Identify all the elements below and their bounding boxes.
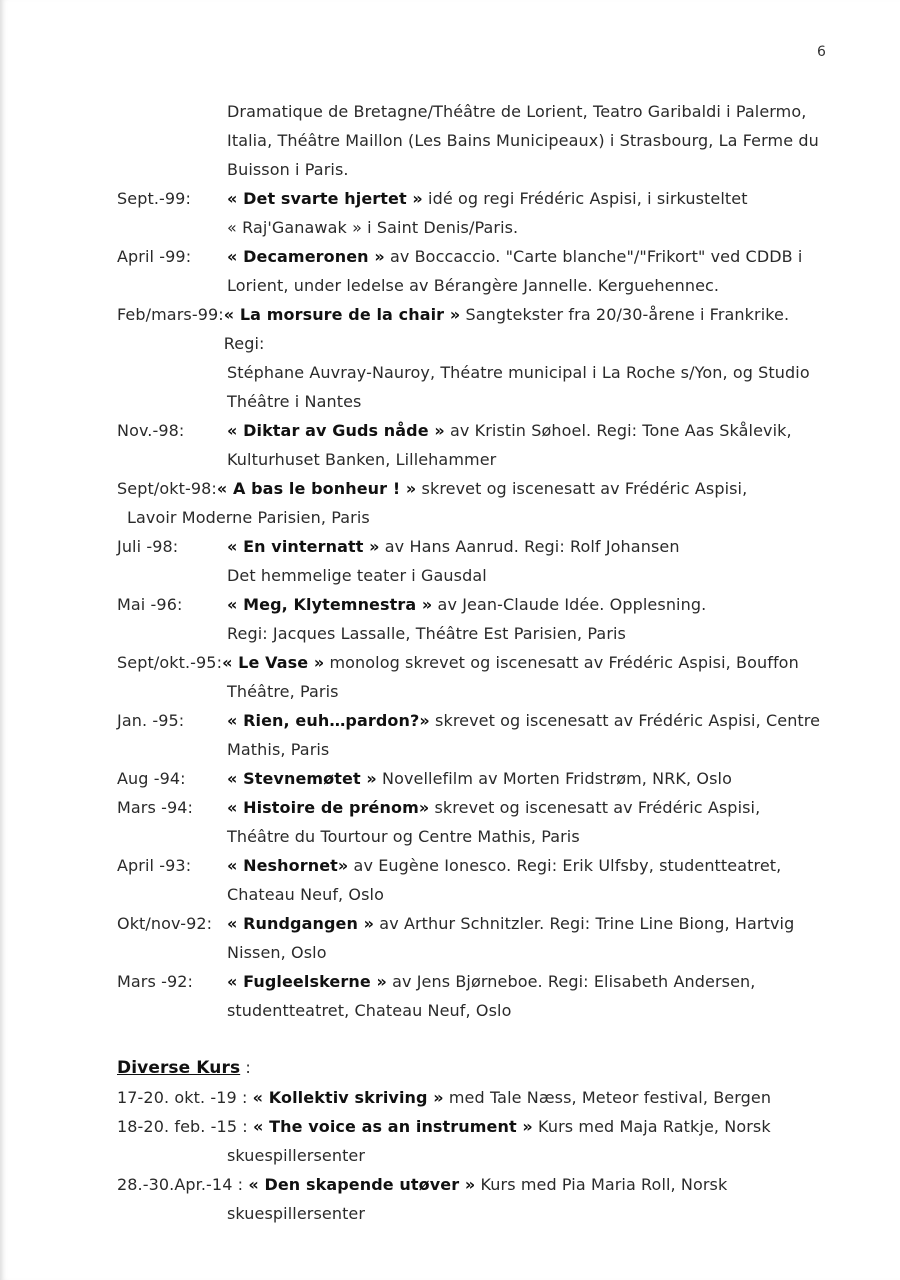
entry-details: monolog skrevet og iscenesatt av Frédéric Aspisi, Bouffon [324, 653, 799, 672]
section-heading-text: Diverse Kurs [117, 1058, 241, 1078]
entry-title: « Histoire de prénom» [227, 798, 430, 817]
entry-date: Juli -98: [117, 537, 179, 556]
entry-text [222, 648, 827, 677]
entry-continuation: Lorient, under ledelse av Bérangère Jannelle. Kerguehennec. [227, 276, 720, 295]
entry-first-line [117, 648, 827, 677]
entry-title: « Decameronen » [227, 247, 385, 266]
entry-text [227, 764, 827, 793]
entry-date: Feb/mars-99: [117, 305, 224, 324]
entry-title: « Meg, Klytemnestra » [227, 595, 433, 614]
entry-date: Nov.-98: [117, 421, 185, 440]
course-date: 17-20. okt. -19 : [117, 1088, 253, 1107]
entry-continuation: « Raj'Ganawak » i Saint Denis/Paris. [227, 218, 519, 237]
course-entry [117, 1170, 827, 1228]
entry-first-line [117, 300, 827, 358]
entry-details: av Kristin Søhoel. Regi: Tone Aas Skålevik, [444, 421, 792, 440]
entry-first-line [117, 590, 827, 619]
entry-text [227, 909, 827, 938]
entry-date: April -99: [117, 247, 192, 266]
course-details: Kurs med Maja Ratkje, Norsk [532, 1117, 771, 1136]
entry-title: « La morsure de la chair » [223, 305, 461, 324]
entry-first-line [117, 532, 827, 561]
intro-line: Italia, Théâtre Maillon (Les Bains Municipeaux) i Strasbourg, La Ferme du [227, 131, 819, 150]
course-title: « The voice as an instrument » [252, 1117, 533, 1136]
course-entry [117, 1112, 827, 1170]
entry-text [227, 967, 827, 996]
production-entry [117, 416, 827, 474]
entry-details: av Arthur Schnitzler. Regi: Trine Line Biong, Hartvig [374, 914, 795, 933]
course-details: med Tale Næss, Meteor festival, Bergen [443, 1088, 772, 1107]
entry-details: av Hans Aanrud. Regi: Rolf Johansen [379, 537, 680, 556]
course-list [117, 1083, 827, 1228]
entry-first-line [117, 793, 827, 822]
section-heading-suffix: : [240, 1058, 251, 1077]
production-entry [117, 793, 827, 851]
entry-title: « En vinternatt » [227, 537, 380, 556]
entry-date: April -93: [117, 856, 192, 875]
entry-date: Sept/okt-98: [117, 479, 217, 498]
entry-continuation: Théâtre, Paris [227, 682, 339, 701]
entry-first-line [117, 764, 827, 793]
entry-details: skrevet og iscenesatt av Frédéric Aspisi, Centre [429, 711, 821, 730]
entry-first-line [117, 967, 827, 996]
entry-text [227, 590, 827, 619]
entry-title: « Diktar av Guds nåde » [227, 421, 445, 440]
entry-first-line [117, 909, 827, 938]
entry-details: Sangtekster fra 20/30-årene i Frankrike. Regi: [223, 305, 790, 353]
entry-continuation: Chateau Neuf, Oslo [227, 885, 384, 904]
intro-block [117, 97, 827, 184]
entry-details: av Jens Bjørneboe. Regi: Elisabeth Andersen, [386, 972, 756, 991]
entry-first-line [117, 474, 827, 503]
entry-title: « Fugleelskerne » [227, 972, 387, 991]
entry-text [224, 300, 827, 358]
course-title: « Kollektiv skriving » [252, 1088, 444, 1107]
production-entry [117, 648, 827, 706]
entry-text [227, 793, 827, 822]
section-heading [117, 1053, 827, 1083]
entry-details: av Jean-Claude Idée. Opplesning. [432, 595, 707, 614]
entry-text [227, 184, 827, 213]
entry-details: av Boccaccio. "Carte blanche"/"Frikort" ved CDDB i [384, 247, 803, 266]
entry-details: Novellefilm av Morten Fridstrøm, NRK, Oslo [376, 769, 732, 788]
entry-date: Mai -96: [117, 595, 183, 614]
entry-date: Sept.-99: [117, 189, 191, 208]
production-entry [117, 532, 827, 590]
production-entry [117, 300, 827, 416]
production-entry [117, 706, 827, 764]
entry-title: « Rien, euh…pardon?» [227, 711, 430, 730]
entry-date: Mars -92: [117, 972, 194, 991]
entry-continuation: Regi: Jacques Lassalle, Théâtre Est Parisien, Paris [227, 624, 626, 643]
entry-first-line [117, 242, 827, 271]
entry-details: av Eugène Ionesco. Regi: Erik Ulfsby, studentteatret, [348, 856, 782, 875]
production-entry [117, 967, 827, 1025]
entry-date: Okt/nov-92: [117, 914, 213, 933]
entry-first-line [117, 851, 827, 880]
entry-continuation: Kulturhuset Banken, Lillehammer [227, 450, 497, 469]
intro-line: Dramatique de Bretagne/Théâtre de Lorient, Teatro Garibaldi i Palermo, [227, 102, 807, 121]
document-body [117, 97, 827, 1228]
entry-date: Mars -94: [117, 798, 194, 817]
production-entry [117, 184, 827, 242]
intro-line: Buisson i Paris. [227, 160, 349, 179]
entry-title: « Rundgangen » [227, 914, 375, 933]
course-title: « Den skapende utøver » [248, 1175, 476, 1194]
course-details: Kurs med Pia Maria Roll, Norsk [475, 1175, 728, 1194]
course-continuation: skuespillersenter [227, 1146, 366, 1165]
entry-continuation: Théâtre i Nantes [227, 392, 362, 411]
entry-title: « A bas le bonheur ! » [216, 479, 417, 498]
entry-date: Aug -94: [117, 769, 186, 788]
entry-details: skrevet og iscenesatt av Frédéric Aspisi, [416, 479, 748, 498]
entry-title: « Stevnemøtet » [227, 769, 377, 788]
entry-text [227, 706, 827, 735]
production-entry [117, 242, 827, 300]
production-entry [117, 764, 827, 793]
entry-first-line [117, 184, 827, 213]
course-first-line [117, 1170, 827, 1199]
entry-details: idé og regi Frédéric Aspisi, i sirkusteltet [422, 189, 748, 208]
entry-text [217, 474, 827, 503]
entry-date: Sept/okt.-95: [117, 653, 223, 672]
entry-continuation: Det hemmelige teater i Gausdal [227, 566, 487, 585]
course-first-line [117, 1083, 827, 1112]
entry-title: « Le Vase » [222, 653, 325, 672]
course-first-line [117, 1112, 827, 1141]
entry-text [227, 532, 827, 561]
entry-title: « Neshornet» [227, 856, 349, 875]
entry-continuation: Mathis, Paris [227, 740, 330, 759]
entry-first-line [117, 706, 827, 735]
page-number: 6 [817, 44, 826, 60]
production-entry [117, 851, 827, 909]
entry-title: « Det svarte hjertet » [227, 189, 423, 208]
entry-continuation: Stéphane Auvray-Nauroy, Théatre municipal i La Roche s/Yon, og Studio [227, 363, 810, 382]
course-date: 28.-30.Apr.-14 : [117, 1175, 249, 1194]
entry-text [227, 416, 827, 445]
entry-date: Jan. -95: [117, 711, 185, 730]
course-continuation: skuespillersenter [227, 1204, 366, 1223]
entry-text [227, 242, 827, 271]
production-entry [117, 909, 827, 967]
production-entry [117, 474, 827, 532]
production-entry [117, 590, 827, 648]
entry-continuation: Nissen, Oslo [227, 943, 327, 962]
production-list [117, 184, 827, 1025]
entry-first-line [117, 416, 827, 445]
entry-continuation: Théâtre du Tourtour og Centre Mathis, Paris [227, 827, 580, 846]
entry-text [227, 851, 827, 880]
course-date: 18-20. feb. -15 : [117, 1117, 253, 1136]
entry-continuation: Lavoir Moderne Parisien, Paris [127, 508, 370, 527]
entry-details: skrevet og iscenesatt av Frédéric Aspisi, [429, 798, 761, 817]
entry-continuation: studentteatret, Chateau Neuf, Oslo [227, 1001, 512, 1020]
course-entry [117, 1083, 827, 1112]
